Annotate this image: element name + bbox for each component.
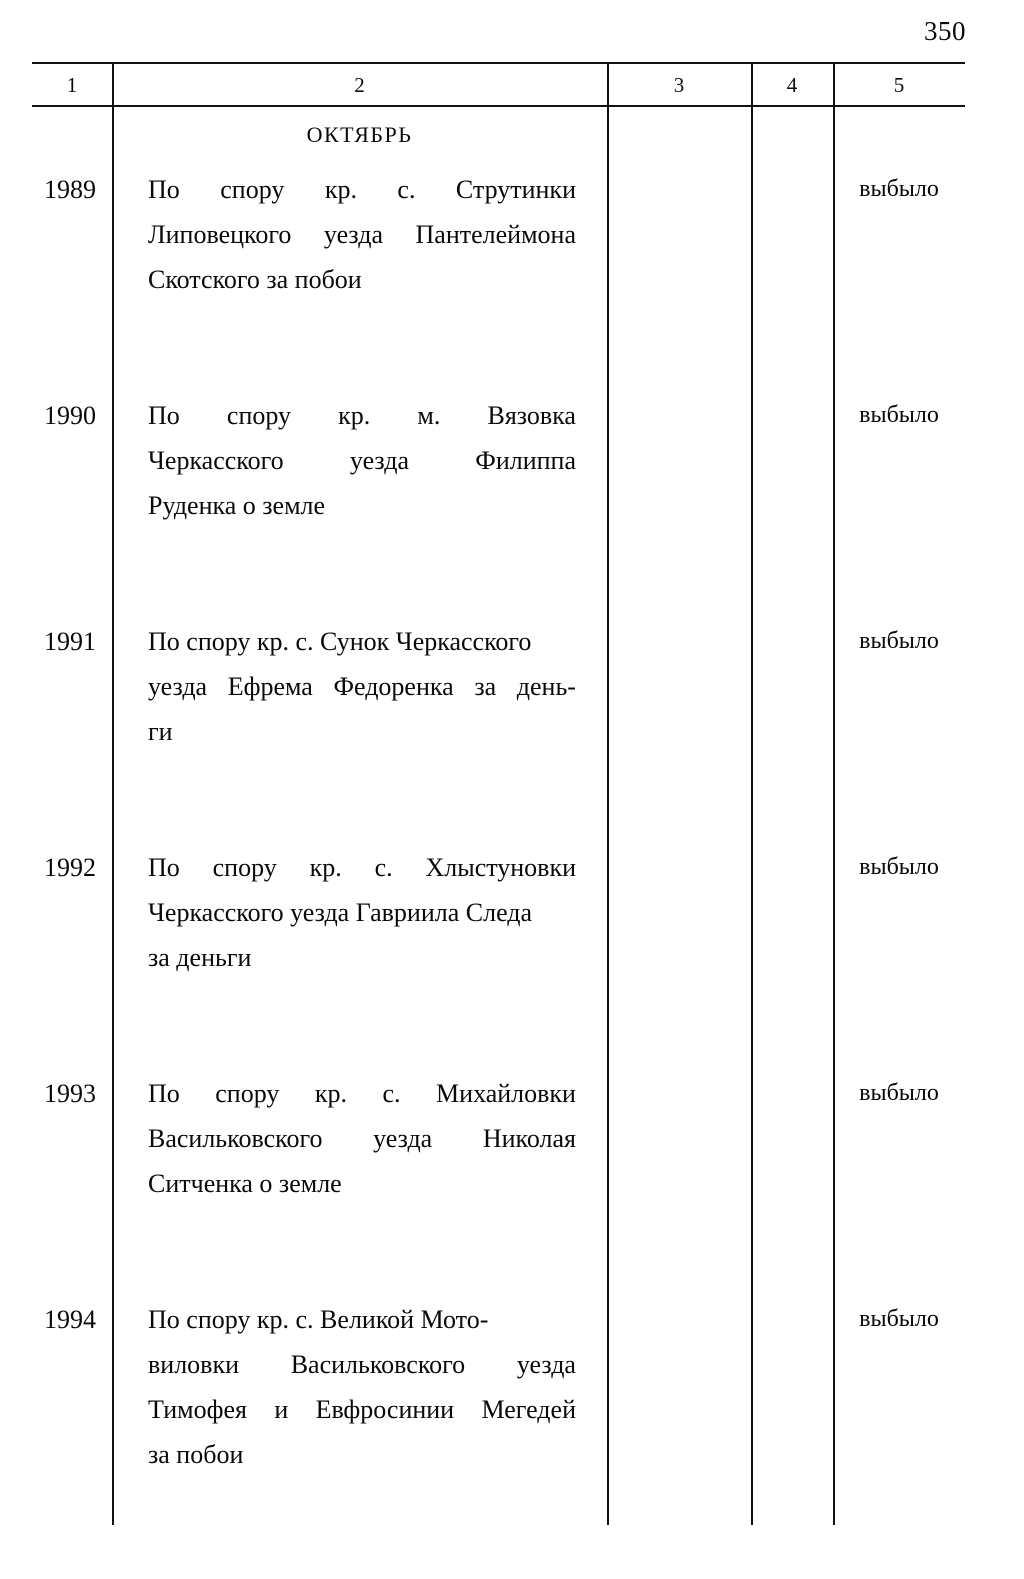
column-header-2: 2 [354, 73, 365, 97]
row-number: 1994 [44, 1305, 96, 1334]
row-number: 1990 [44, 401, 96, 430]
row-status: выбыло [859, 854, 939, 880]
description-line: По спору кр. с. Великой Мото- [148, 1305, 489, 1334]
row-description [148, 1297, 576, 1477]
description-line: По спору кр. м. Вязовка [148, 401, 576, 430]
description-line: Черкасского уезда Филиппа [148, 446, 576, 475]
description-line: Скотского за побои [148, 265, 362, 294]
column-divider-3 [751, 62, 753, 1525]
page-number: 350 [924, 16, 966, 46]
description-line: По спору кр. с. Михайловки [148, 1079, 576, 1108]
description-line: уезда Ефрема Федоренка за день- [148, 672, 576, 701]
column-header-5: 5 [893, 73, 905, 97]
description-line: По спору кр. с. Сунок Черкасского [148, 627, 532, 656]
description-line: Липовецкого уезда Пантелеймона [148, 220, 576, 249]
column-divider-1 [112, 62, 114, 1525]
row-status: выбыло [859, 402, 939, 428]
row-description [148, 393, 576, 528]
table-header-row [32, 64, 965, 105]
description-line: По спору кр. с. Струтинки [148, 175, 576, 204]
table-header-rule [32, 105, 965, 107]
description-line: за побои [148, 1440, 244, 1469]
row-number: 1992 [44, 853, 96, 882]
row-status: выбыло [859, 176, 939, 202]
description-line: Черкасского уезда Гавриила Следа [148, 898, 533, 927]
row-status: выбыло [859, 628, 939, 654]
row-number: 1989 [44, 175, 96, 204]
description-line: Ситченка о земле [148, 1169, 342, 1198]
description-line: Тимофея и Евфросинии Мегедей [148, 1395, 576, 1424]
description-line: за деньги [148, 943, 252, 972]
row-description [148, 1071, 576, 1206]
section-heading-month: ОКТЯБРЬ [306, 122, 413, 147]
description-line: виловки Васильковского уезда [148, 1350, 576, 1379]
description-line: По спору кр. с. Хлыстуновки [148, 853, 576, 882]
row-number: 1991 [44, 627, 96, 656]
row-number: 1993 [44, 1079, 96, 1108]
row-description [148, 167, 576, 302]
row-description [148, 845, 576, 980]
records-table [32, 62, 965, 1525]
description-line: ги [148, 717, 173, 746]
column-header-3: 3 [673, 73, 685, 97]
column-header-1: 1 [66, 73, 78, 97]
row-status: выбыло [859, 1306, 939, 1332]
description-line: Васильковского уезда Николая [148, 1124, 576, 1153]
column-header-4: 4 [786, 73, 798, 97]
description-line: Руденка о земле [148, 491, 326, 520]
row-status: выбыло [859, 1080, 939, 1106]
row-description [148, 619, 576, 754]
column-divider-2 [607, 62, 609, 1525]
